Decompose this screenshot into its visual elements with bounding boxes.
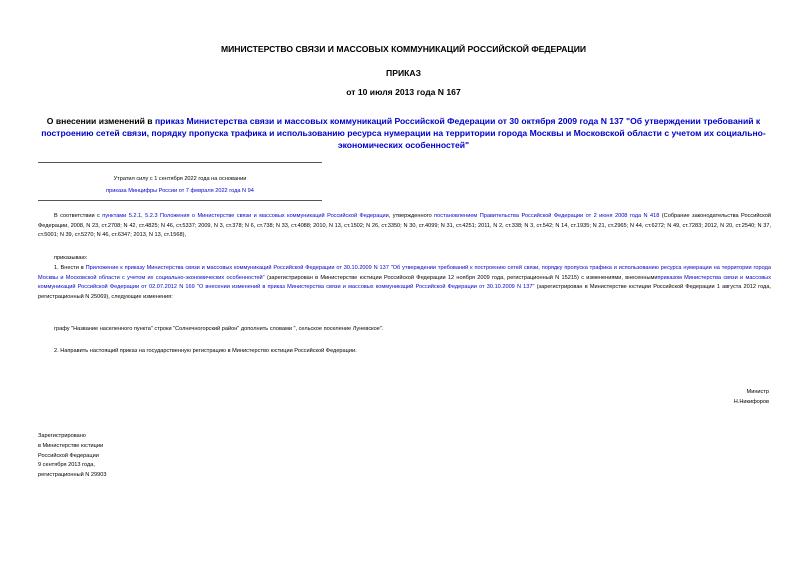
divider-bottom [38, 200, 322, 201]
registration-line-5: регистрационный N 29903 [38, 472, 107, 479]
item1-link-order-169[interactable]: приказом Министерства связи и массовых коммуникаций Российской Федерации от 02.07.2012 N 169 "О внесении изменений в приказ Министерства связи и массовых коммуникаций Российской Федерации от 30.10.2009 N 137" [38, 274, 771, 291]
basis-link-5-2-1[interactable]: пунктами 5.2.1 [102, 213, 142, 219]
status-note [38, 173, 322, 197]
basis-text-d: (Собрание законодательства Российской Федерации, 2008, N 23, ст.2708; N 42, ст.4825; N 46, ст.5337; 2009, N 3, ст.378; N 6, ст.738; N 33, ст.4088; 2010, N 13, ст.1502; N 26, ст.3350; N 30, ст.4099; N 31, ст.4251; 2011, N 2, ст.338; N 3, ст.542; N 14, ст.1935; N 21, ст.2965; N 44, ст.6272; N 49, ст.7283; 2012, N 20, ст.2540; N 37, ст.5001; N 39, ст.5270; N 46, ст.6347; 2013, N 13, ст.1568), [38, 213, 772, 239]
paragraph-order-word: приказываю: [54, 255, 88, 261]
order-title-prefix: О внесении изменений в [46, 116, 155, 126]
order-heading: ПРИКАЗ [386, 68, 421, 78]
ministry-heading: МИНИСТЕРСТВО СВЯЗИ И МАССОВЫХ КОММУНИКАЦИЙ РОССИЙСКОЙ ФЕДЕРАЦИИ [220, 44, 587, 54]
registration-line-1: Зарегистрировано [38, 433, 86, 439]
signature-position: Министр [746, 389, 769, 395]
status-line: Утратил силу с 1 сентября 2022 года на основании [113, 176, 247, 182]
paragraph-item-2: 2. Направить настоящий приказ на государственную регистрацию в Министерство юстиции Российской Федерации. [54, 348, 357, 354]
item1-text-c: (зарегистрирован в Министерстве юстиции Российской Федерации 1 августа 2012 года, регистрационный N 25069), следующие изменения: [38, 284, 771, 300]
signature-name: Н.Никифоров [733, 399, 769, 405]
order-date: от 10 июля 2013 года N 167 [346, 87, 461, 97]
basis-text-c: , утвержденного [388, 213, 435, 219]
registration-line-4: 9 сентября 2013 года, [38, 462, 95, 469]
item1-text-b: (зарегистрирован в Министерстве юстиции Российской Федерации 12 ноября 2009 года, регистрационный N 15215) с изменениями, внесенными [264, 274, 658, 281]
registration-block [38, 432, 106, 481]
order-title [30, 115, 777, 151]
basis-link-decree[interactable]: постановлением Правительства Российской Федерации от 2 июня 2008 года N 418 [434, 213, 660, 219]
paragraph-basis [38, 212, 771, 241]
status-link[interactable]: приказа Минцифры России от 7 февраля 2022 года N 94 [106, 188, 254, 194]
basis-text-a: В соответствии с [54, 213, 103, 219]
paragraph-change: графу "Название населенного пункта" строки "Солнечногорский район" дополнить словами ", сельское поселение Луневское". [54, 326, 384, 332]
basis-text-b: , [141, 213, 146, 219]
registration-line-2: в Министерстве юстиции [38, 442, 104, 449]
item1-link-appendix[interactable]: Приложение к приказу Министерства связи и массовых коммуникаций Российской Федерации от 30.10.2009 N 137 "Об утверждении требований к построению сетей связи, порядку пропуска трафика и использованию ресурса нумерации на территории города Москвы и Московской области с учетом их социально-экономических особенностей" [38, 265, 772, 281]
divider-top [38, 162, 322, 163]
order-title-link[interactable]: приказ Министерства связи и массовых коммуникаций Российской Федерации от 30 октября 2009 года N 137 "Об утверждении требований к построению сетей связи, порядку пропуска трафика и использованию ресурса нумерации на территории города Москвы и Московской области с учетом их социально-экономических особенностей" [41, 116, 766, 150]
basis-link-regulation[interactable]: 5.2.3 Положения о Министерстве связи и массовых коммуникаций Российской Федерации [145, 213, 389, 219]
registration-line-3: Российской Федерации [38, 452, 99, 459]
item1-text-a: 1. Внести в [54, 265, 86, 271]
signature-block [734, 387, 769, 407]
paragraph-item-1 [38, 264, 771, 302]
